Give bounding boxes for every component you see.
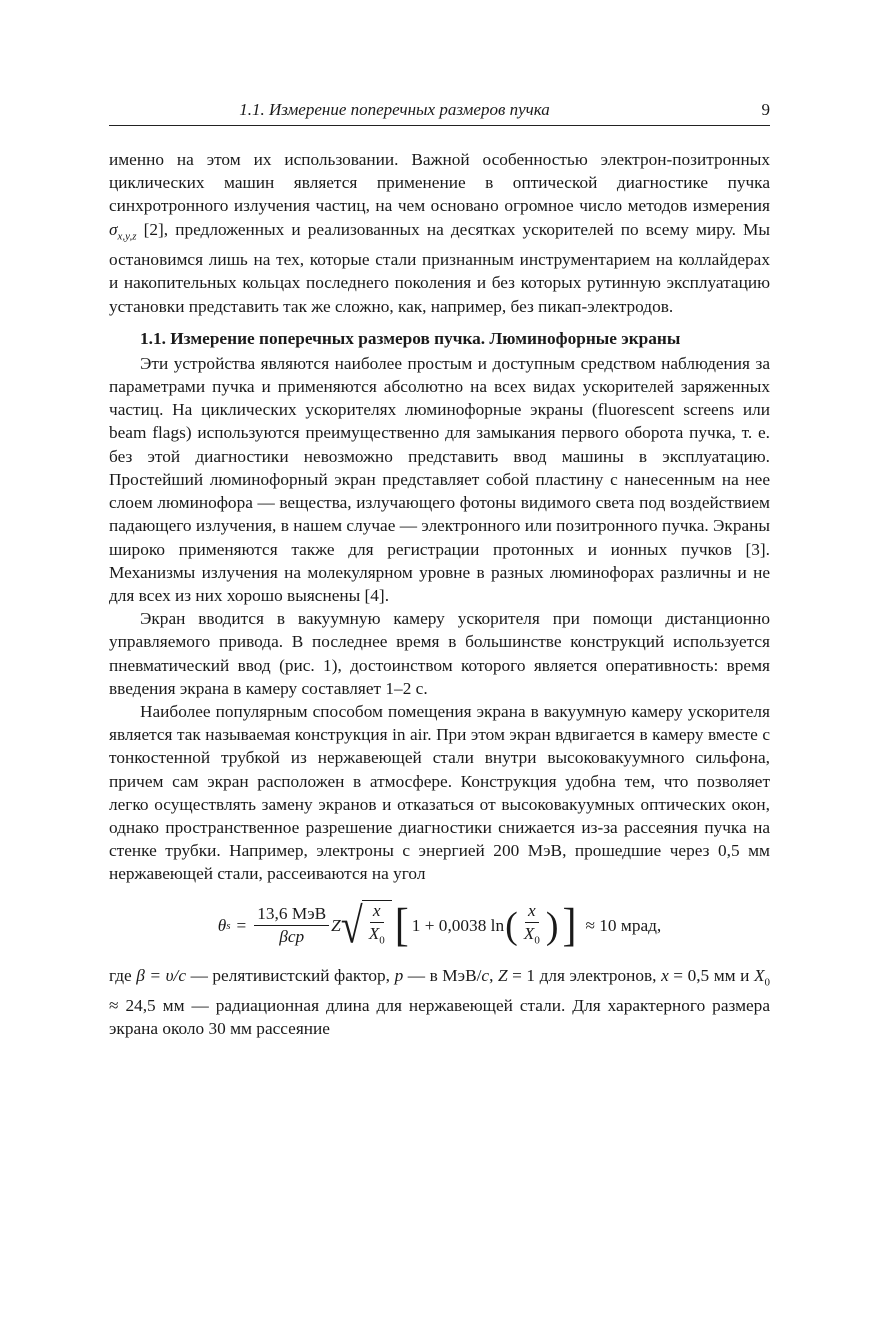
fraction-energy: $\frac{\text{13,6 МэВ}}{\text{βcp}}$ bbox=[254, 904, 329, 947]
paragraph-pneumatic: Экран вводится в вакуумную камеру ускорителя при помощи дистанционно управляемого привода. В последнее время в большинстве конструкций используется пневматический ввод (рис. 1), достоинством которого является оперативность: время введения экрана в камеру составляет 1–2 с. bbox=[109, 609, 770, 698]
paragraph-screens: Эти устройства являются наиболее простым и доступным средством наблюдения за параметрами пучка и применяются абсолютно на всех видах ускорителей заряженных частиц. На циклических ускорителях люминофорные экраны (fluorescent screens или beam flags) используются преимущественно для замыкания первого оборота пучка, т. е. без этой диагностики невозможно представить ввод машины в эксплуатацию. Простейший люминофорный экран представляет собой пластину с нанесенным на нее слоем люминофора — вещества, излучающего фотоны видимого света под воздействием падающего излучения, в нашем случае — электронного или позитронного пучка. Экраны широко применяются также для регистрации протонных и ионных пучков [3]. Механизмы излучения на молекулярном уровне в разных люминофорах различны и не для всех из них хорошо выяснены [4]. bbox=[109, 353, 770, 605]
square-root: √ $\frac{x}{X_0}$ bbox=[341, 900, 392, 950]
paragraph-continued: именно на этом их использовании. Важной особенностью электрон-позитронных циклических машин является применение в оптической диагностике пучка синхротронного излучения частиц, на чем основано огромное число методов измерения $\sigma_{x,y,z}$ [2], предложенных и реализованных на десятках ускорителей по всему миру. Мы остановимся лишь на тех, которые стали признанным инструментарием на коллайдерах и накопительных кольцах последнего поколения и без которых рутинную эксплуатацию установки представить так же сложно, как, например, без пикап-электродов. bbox=[109, 150, 770, 316]
paragraph-in-air: Наиболее популярным способом помещения экрана в вакуумную камеру ускорителя является так называемая конструкция in air. При этом экран вдвигается в камеру вместе с тонкостенной трубкой из нержавеющей стали внутри высоковакуумного сильфона, причем сам экран расположен в атмосфере. Конструкция удобна тем, что позволяет легко осуществлять замену экранов и отказаться от высоковакуумных оптических окон, однако пространственное разрешение диагностики снижается из-за рассеяния пучка на стенке трубки. Например, электроны с энергией 200 МэВ, прошедшие через 0,5 мм нержавеющей стали, рассеиваются на угол bbox=[109, 701, 770, 884]
page bbox=[109, 96, 770, 1041]
sigma-subscript: x,y,z bbox=[117, 230, 137, 243]
running-header bbox=[109, 96, 770, 126]
page-number: 9 bbox=[761, 100, 770, 119]
body-text bbox=[109, 148, 770, 1041]
sigma-symbol: σ bbox=[109, 219, 118, 239]
scattering-formula: θ s = $\frac{\text{13,6 МэВ}}{\text{βcp}}$ Z √ $\frac{x}{X_0}$ [ 1 + 0,0038 ln ( $\frac{x}{X_0}$ ) ] ≈ 10 мрад, bbox=[217, 896, 662, 954]
paragraph-where: где β = υ/c — релятивистский фактор, p — в МэВ/c, Z = 1 для электронов, x = 0,5 мм и $X_0 \approx 24,5$ мм — радиационная длина для нержавеющей стали. Для характерного размера экрана около 30 мм рассеяние bbox=[109, 965, 771, 1039]
section-heading: 1.1. Измерение поперечных размеров пучка. Люминофорные экраны bbox=[140, 328, 681, 348]
running-header-title: 1.1. Измерение поперечных размеров пучка bbox=[239, 100, 550, 119]
fraction-ln: $\frac{x}{X_0}$ bbox=[523, 900, 540, 947]
